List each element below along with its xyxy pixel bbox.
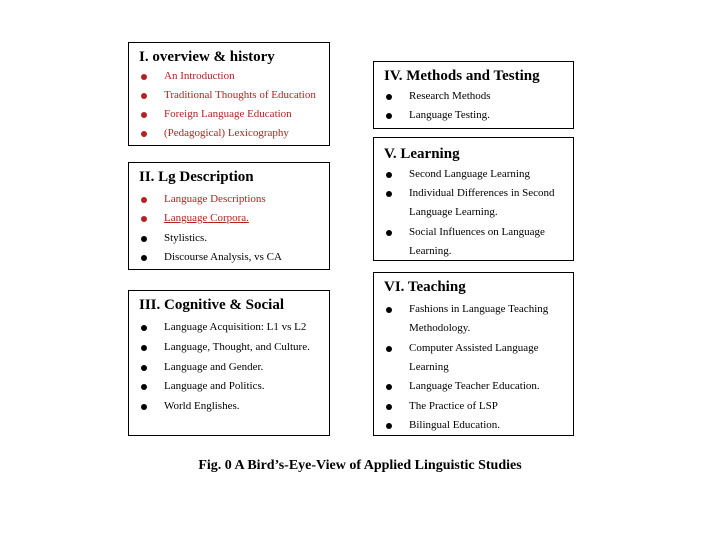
figure-caption: Fig. 0 A Bird’s-Eye-View of Applied Linguistic Studies	[198, 458, 522, 473]
bullet-icon	[141, 345, 147, 351]
list-item: Language Testing.	[409, 109, 490, 121]
list-item: Language Acquisition: L1 vs L2	[164, 321, 307, 333]
list-item: Computer Assisted Language	[409, 342, 539, 354]
list-item: Language, Thought, and Culture.	[164, 341, 310, 353]
bullet-icon	[386, 307, 392, 313]
bullet-icon	[141, 131, 147, 137]
list-item: Individual Differences in Second	[409, 187, 555, 199]
list-item: Language Descriptions	[164, 193, 266, 205]
section-title: III. Cognitive & Social	[139, 297, 285, 313]
section-title: II. Lg Description	[139, 169, 254, 185]
bullet-icon	[141, 325, 147, 331]
bullet-icon	[386, 113, 392, 119]
list-item: Bilingual Education.	[409, 419, 501, 431]
list-item-continuation: Learning.	[409, 245, 452, 257]
section-teaching	[373, 272, 574, 436]
section-title: V. Learning	[384, 146, 460, 162]
list-item: The Practice of LSP	[409, 400, 498, 412]
section-title: VI. Teaching	[384, 279, 466, 295]
list-item: Foreign Language Education	[164, 108, 292, 120]
section-lg-description	[128, 162, 330, 270]
list-item: Second Language Learning	[409, 168, 530, 180]
list-item: World Englishes.	[164, 400, 240, 412]
bullet-icon	[141, 197, 147, 203]
section-cognitive-social	[128, 290, 330, 436]
list-item: (Pedagogical) Lexicography	[164, 127, 289, 139]
bullet-icon	[141, 112, 147, 118]
section-methods-testing	[373, 61, 574, 129]
section-overview-history	[128, 42, 330, 146]
bullet-icon	[386, 191, 392, 197]
list-item: Language Teacher Education.	[409, 380, 540, 392]
bullet-icon	[386, 384, 392, 390]
bullet-icon	[141, 365, 147, 371]
bullet-icon	[386, 230, 392, 236]
bullet-icon	[141, 404, 147, 410]
list-item: Fashions in Language Teaching	[409, 303, 549, 315]
bullet-icon	[386, 423, 392, 429]
list-item: Traditional Thoughts of Education	[164, 89, 316, 101]
list-item: Stylistics.	[164, 232, 208, 244]
list-item-continuation: Learning	[409, 361, 449, 373]
bullet-icon	[386, 404, 392, 410]
list-item: Language Corpora.	[164, 212, 249, 224]
bullet-icon	[141, 236, 147, 242]
list-item: Discourse Analysis, vs CA	[164, 251, 282, 263]
bullet-icon	[141, 255, 147, 261]
list-item-continuation: Methodology.	[409, 322, 471, 334]
list-item: Social Influences on Language	[409, 226, 545, 238]
bullet-icon	[141, 216, 147, 222]
section-title: I. overview & history	[139, 49, 275, 65]
section-learning	[373, 137, 574, 261]
section-title: IV. Methods and Testing	[384, 68, 540, 84]
list-item-continuation: Language Learning.	[409, 206, 498, 218]
list-item: Language and Politics.	[164, 380, 265, 392]
bullet-icon	[386, 346, 392, 352]
list-item: Research Methods	[409, 90, 491, 102]
list-item: An Introduction	[164, 70, 235, 82]
list-item: Language and Gender.	[164, 361, 264, 373]
bullet-icon	[141, 74, 147, 80]
bullet-icon	[386, 172, 392, 178]
bullet-icon	[141, 384, 147, 390]
bullet-icon	[141, 93, 147, 99]
bullet-icon	[386, 94, 392, 100]
